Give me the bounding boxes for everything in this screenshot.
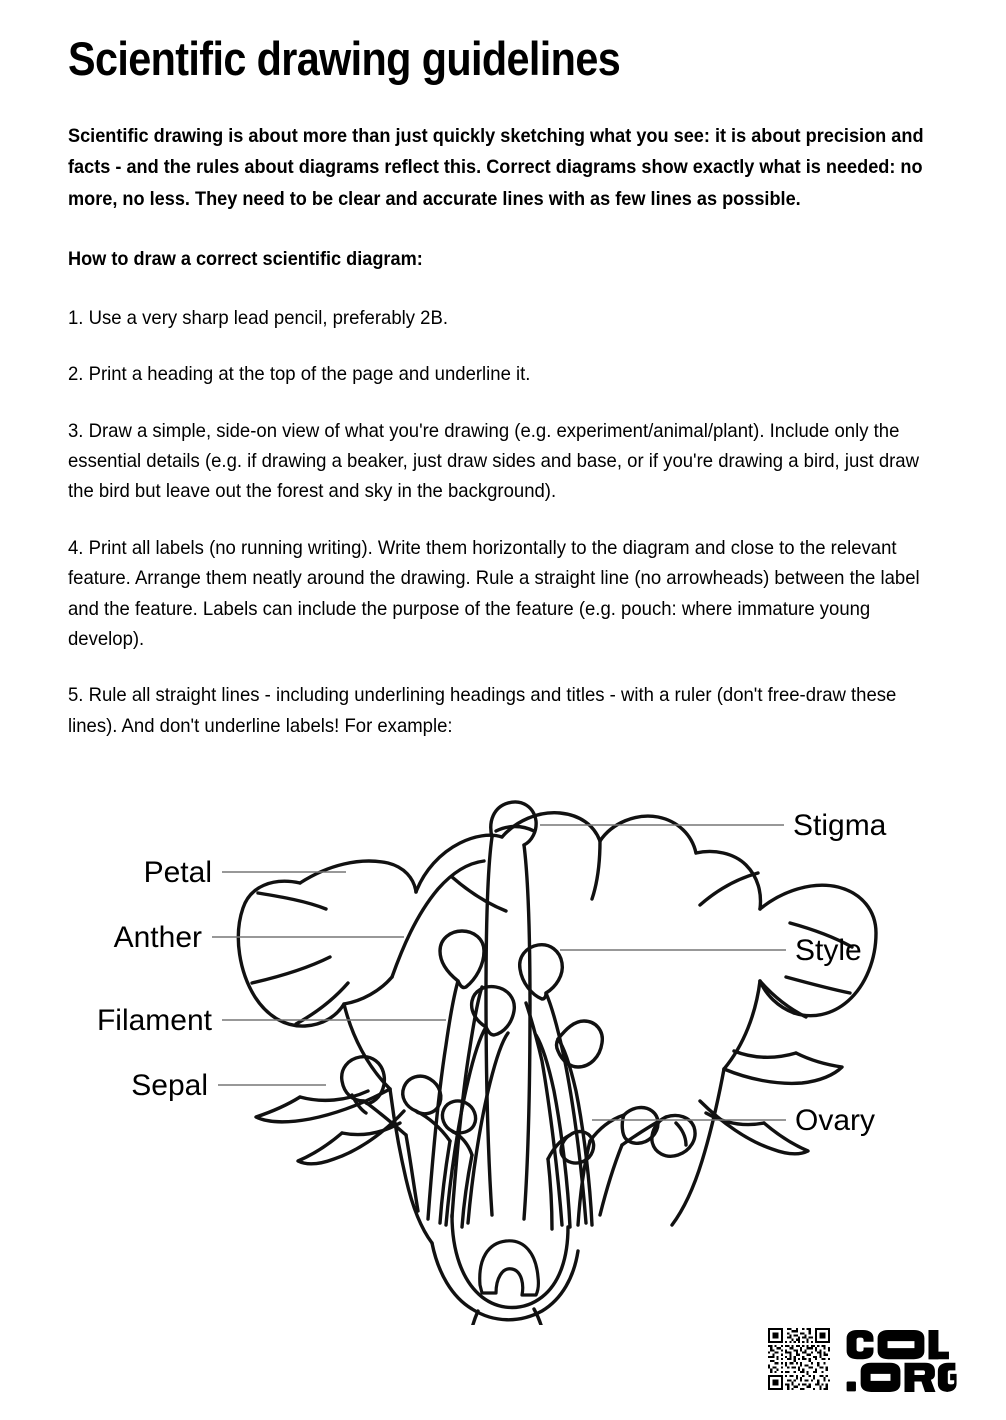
- logo-letter-c: [847, 1330, 874, 1359]
- diagram-label-ovary: Ovary: [795, 1104, 876, 1137]
- logo-letter-g: [938, 1363, 957, 1392]
- petal-left-crease-2: [252, 957, 330, 983]
- leader-line-group: [212, 825, 786, 1120]
- petal-right-crease-2: [786, 977, 850, 993]
- diagram-label-stigma: Stigma: [793, 809, 887, 842]
- petal-top-right-outline: [600, 816, 696, 853]
- diagram-label-petal: Petal: [143, 856, 212, 889]
- section-subheading: How to draw a correct scientific diagram:: [68, 248, 423, 271]
- logo-letter-l-foot: [928, 1352, 948, 1360]
- page-title: Scientific drawing guidelines: [68, 32, 621, 85]
- diagram-label-style: Style: [795, 934, 862, 967]
- ovule-shape: [480, 1241, 539, 1295]
- petal-right-crease-3: [760, 981, 806, 1017]
- petal-left-outer-top: [300, 861, 416, 892]
- sepal-right-upper-inner: [734, 1051, 796, 1057]
- petal-left-inner-outline: [392, 861, 484, 977]
- step-item-4: 4. Print all labels (no running writing). Write them horizontally to the diagram and close to the relevant feature. Arrange them neatly around the drawing. Rule a straight line (no arrowheads) between the label and the feature. Labels can include the purpose of the feature (e.g. pouch: where immature young develop).: [68, 536, 920, 650]
- anther-R2: [557, 1021, 603, 1067]
- style-right-edge: [524, 845, 530, 1219]
- anther-R1: [520, 945, 563, 999]
- petal-top-center-crease: [592, 841, 600, 899]
- petal-left-outer-base: [344, 977, 392, 1004]
- petal-left-crease-3: [296, 983, 348, 1024]
- stigma-crease: [496, 827, 534, 832]
- flower-diagram: [0, 745, 1006, 1325]
- intro-paragraph: Scientific drawing is about more than just quickly sketching what you see: it is about precision and facts - and the rules about diagrams reflect this. Correct diagrams show exactly what is needed: no more, no less. They need to be clear and accurate lines with as few lines as possible.: [68, 124, 924, 210]
- diagram-label-filament: Filament: [96, 1004, 212, 1037]
- petal-left-inner-crease: [452, 877, 506, 911]
- step-item-1: 1. Use a very sharp lead pencil, preferably 2B.: [68, 306, 448, 329]
- filament-R4-b: [590, 1115, 624, 1141]
- step-item-2: 2. Print a heading at the top of the page and underline it.: [68, 363, 531, 386]
- anther-L2: [472, 987, 515, 1035]
- diagram-label-anther: Anther: [113, 921, 202, 954]
- article-content: [68, 34, 938, 741]
- anther-L1: [440, 931, 484, 988]
- anther-L4: [403, 1076, 441, 1114]
- step-item-5: 5. Rule all straight lines - including underlining headings and titles - with a ruler (don't free-draw these lines). And don't underline labels! For example:: [68, 684, 897, 737]
- logo-letter-o2: [861, 1363, 901, 1392]
- logo-letter-r: [905, 1363, 936, 1392]
- stigma-head: [491, 802, 536, 845]
- page-footer: [0, 1318, 1006, 1408]
- receptacle-right-wall: [672, 1069, 724, 1225]
- step-item-3: 3. Draw a simple, side-on view of what you're drawing (e.g. experiment/animal/plant). Include only the essential details (e.g. if drawing a beaker, just draw sides and base, or if you're drawing a bird, just draw the bird but leave out the forest and sky in the background).: [68, 419, 919, 503]
- qr-code-icon: [768, 1328, 830, 1390]
- diagram-label-sepal: Sepal: [131, 1069, 208, 1102]
- petal-right-inner-crease: [700, 873, 758, 905]
- filament-R3: [600, 1145, 622, 1215]
- petal-left-crease-1: [258, 893, 326, 909]
- anther-R3-notch: [676, 1123, 686, 1145]
- logo-dot: [847, 1381, 856, 1391]
- filament-R5: [548, 1159, 552, 1229]
- flower-ink-group: [238, 802, 876, 1325]
- logo-letters-oo: [878, 1330, 925, 1359]
- cool-org-logo[interactable]: [845, 1330, 957, 1392]
- anther-L3-notch: [352, 1095, 366, 1113]
